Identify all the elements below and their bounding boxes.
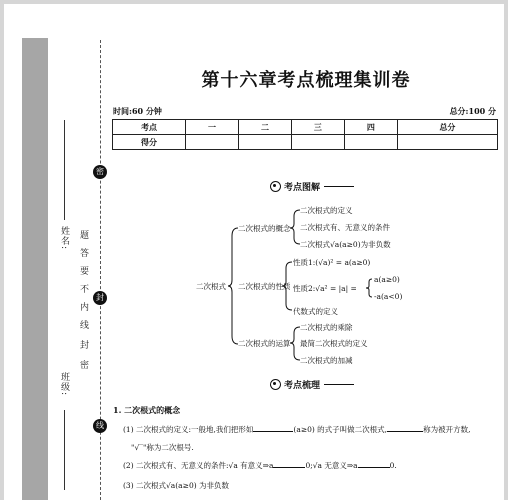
- binding-gray-band: [22, 38, 48, 500]
- table-row: [113, 135, 498, 150]
- score-table: [112, 119, 498, 150]
- table-header-cell: 考点: [113, 120, 186, 135]
- note-char: 封: [80, 341, 90, 351]
- answer-blank[interactable]: [273, 467, 305, 468]
- score-cell[interactable]: [397, 135, 497, 150]
- tree-leaf: 二次根式有、无意义的条件: [300, 223, 390, 232]
- class-label: 班级:: [59, 372, 69, 397]
- note-char: 要: [80, 267, 90, 277]
- tree-branch-label: 二次根式的运算: [238, 339, 291, 348]
- content-line-2: (2) 二次根式有、无意义的条件:√a 有意义⇒a 0;√a 无意义⇒a 0.: [123, 461, 397, 470]
- table-header-cell: 四: [344, 120, 397, 135]
- seal-mark-3: 线: [93, 419, 107, 433]
- tree-leaf: 代数式的定义: [293, 307, 338, 316]
- tree-leaf: 二次根式√a(a≥0)为非负数: [300, 240, 391, 249]
- pencil-icon: [270, 181, 281, 192]
- section-header-review: [270, 378, 354, 391]
- answer-blank[interactable]: [358, 467, 390, 468]
- table-header-row: [113, 120, 498, 135]
- score-cell[interactable]: [291, 135, 344, 150]
- note-char: 答: [80, 249, 90, 259]
- score-cell[interactable]: [344, 135, 397, 150]
- table-header-cell: 三: [291, 120, 344, 135]
- tree-leaf: 性质2:√a² = |a| =: [293, 284, 357, 293]
- tree-leaf: 二次根式的乘除: [300, 323, 353, 332]
- tree-branch-label: 二次根式的性质: [238, 282, 291, 291]
- content-line-1: (1) 二次根式的定义:一般地,我们把形如 (a≥0) 的式子叫做二次根式, 称为被开方数,: [123, 425, 471, 434]
- seal-mark-1: 密: [93, 165, 107, 179]
- section-underline: [324, 186, 354, 187]
- note-char: 内: [80, 303, 90, 313]
- table-header-cell: 一: [186, 120, 239, 135]
- note-char: 密: [80, 361, 90, 371]
- tree-branch-label: 二次根式的概念: [238, 224, 291, 233]
- total-score: 总分:100 分: [449, 106, 496, 116]
- section-title: 考点梳理: [284, 381, 321, 391]
- tree-root: 二次根式: [196, 282, 226, 291]
- table-row-label: 得分: [113, 135, 186, 150]
- note-char: 不: [80, 285, 90, 295]
- table-header-cell: 总分: [397, 120, 497, 135]
- tree-leaf: 二次根式的加减: [300, 356, 353, 365]
- pencil-icon: [270, 379, 281, 390]
- table-header-cell: 二: [238, 120, 291, 135]
- section-title: 考点图解: [284, 183, 321, 193]
- time-limit: 时间:60 分钟: [113, 106, 162, 116]
- tree-leaf: 最简二次根式的定义: [300, 339, 368, 348]
- score-cell[interactable]: [238, 135, 291, 150]
- section-header-diagram: [270, 180, 354, 193]
- tree-leaf: 二次根式的定义: [300, 206, 353, 215]
- tree-leaf: 性质1:(√a)² = a(a≥0): [293, 258, 371, 267]
- seal-mark-2: 封: [93, 291, 107, 305]
- name-line: [64, 120, 65, 220]
- answer-blank[interactable]: [387, 431, 423, 432]
- content-line-3: (3) 二次根式√a(a≥0) 为非负数: [123, 481, 230, 490]
- answer-blank[interactable]: [253, 431, 293, 432]
- note-char: 题: [80, 231, 90, 241]
- tree-case: a(a≥0): [374, 275, 400, 284]
- name-label: 姓名:: [59, 226, 69, 251]
- page-title: 第十六章考点梳理集训卷: [201, 70, 411, 91]
- content-line-1-cont: "√‾"称为二次根号.: [131, 443, 194, 452]
- score-cell[interactable]: [186, 135, 239, 150]
- content-heading: 1. 二次根式的概念: [113, 405, 181, 415]
- section-underline: [324, 384, 354, 385]
- note-char: 线: [80, 321, 90, 331]
- tree-case: -a(a<0): [374, 292, 403, 301]
- class-line: [64, 410, 65, 490]
